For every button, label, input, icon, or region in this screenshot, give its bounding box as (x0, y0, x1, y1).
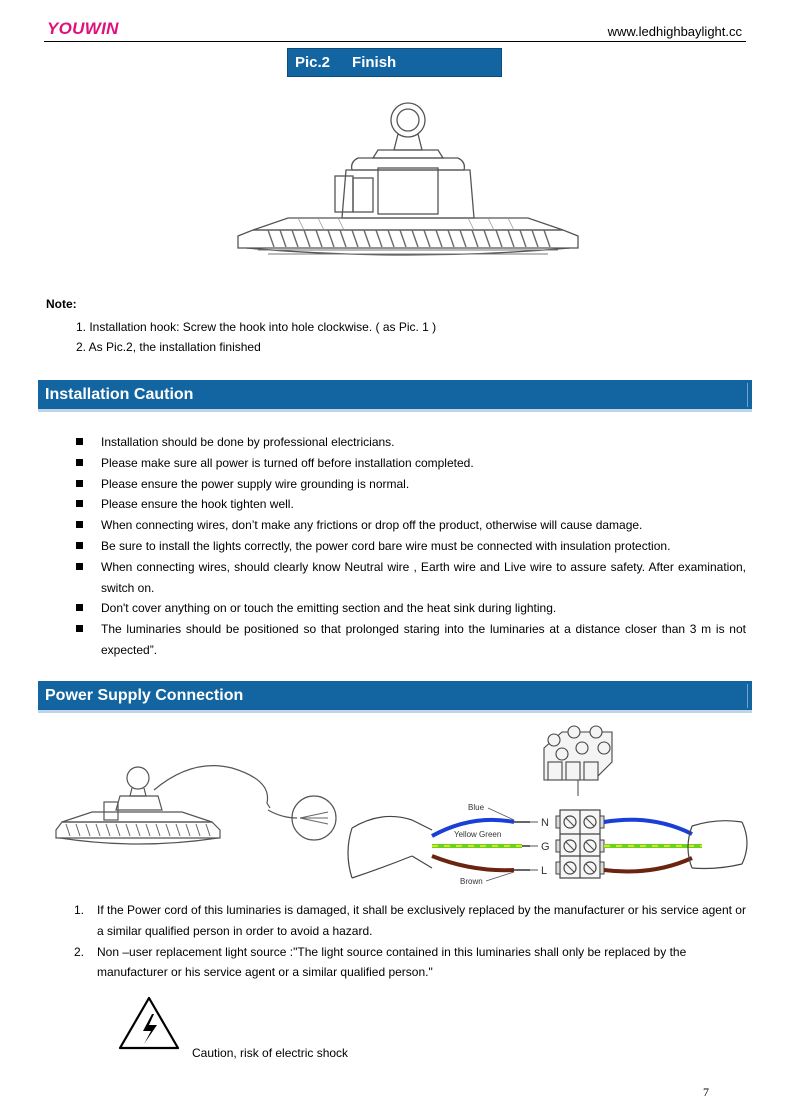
brand-logo-text: YOUWIN (47, 19, 119, 38)
electric-shock-warning-icon (106, 992, 192, 1056)
wire-label-blue: Blue (468, 803, 485, 812)
note-label: Note: (46, 297, 77, 311)
terminal-label-g: G (541, 841, 550, 853)
caution-item: Be sure to install the lights correctly, the power cord bare wire must be connected with insulation protection. (74, 536, 746, 557)
bullet-square-icon (76, 542, 83, 549)
pic-title-bar (287, 48, 502, 77)
wire-label-brown: Brown (460, 877, 483, 886)
website-url: www.ledhighbaylight.cc (607, 24, 742, 39)
page-number: 7 (703, 1085, 709, 1099)
installation-caution-list (74, 432, 746, 661)
caution-item: When connecting wires, don’t make any frictions or drop off the product, otherwise will cause damage. (74, 515, 746, 536)
bullet-square-icon (76, 500, 83, 507)
header-divider (44, 41, 746, 42)
bullet-square-icon (76, 604, 83, 611)
power-supply-connection-heading: Power Supply Connection (38, 681, 752, 713)
installation-caution-heading: Installation Caution (38, 380, 752, 412)
caution-item: Installation should be done by professional electricians. (74, 432, 746, 453)
note-line-2: 2. As Pic.2, the installation finished (76, 340, 261, 354)
caution-item: Please ensure the power supply wire grounding is normal. (74, 474, 746, 495)
power-wiring-diagram (52, 718, 752, 896)
note-line-1: 1. Installation hook: Screw the hook into hole clockwise. ( as Pic. 1 ) (76, 320, 437, 334)
power-note-1: 1. If the Power cord of this luminaries is damaged, it shall be exclusively replaced by the manufacturer or his service agent or a similar qualified person in order to avoid a hazard. (74, 903, 746, 938)
pic-label: Finish (352, 54, 397, 71)
caution-item: The luminaries should be positioned so that prolonged staring into the luminaries at a distance closer than 3 m is not expected”. (74, 619, 746, 661)
bullet-square-icon (76, 480, 83, 487)
power-note-2: 2. Non –user replacement light source :"The light source contained in this luminaries shall only be replaced by the manufacturer or his service agent or a similar qualified person." (74, 944, 687, 980)
caution-item: When connecting wires, should clearly know Neutral wire , Earth wire and Live wire to assure safety. After examination, switch on. (74, 557, 746, 599)
power-supply-notes (74, 900, 746, 983)
caution-item: Please make sure all power is turned off before installation completed. (74, 453, 746, 474)
wire-label-yellow-green: Yellow Green (454, 830, 502, 839)
terminal-label-l: L (541, 865, 548, 877)
bullet-square-icon (76, 438, 83, 445)
caution-item: Don't cover anything on or touch the emitting section and the heat sink during lighting. (74, 598, 746, 619)
bullet-square-icon (76, 563, 83, 570)
bullet-square-icon (76, 521, 83, 528)
high-bay-fixture-illustration (228, 90, 583, 280)
caution-item: Please ensure the hook tighten well. (74, 494, 746, 515)
pic-number: Pic.2 (295, 54, 331, 71)
bullet-square-icon (76, 625, 83, 632)
bullet-square-icon (76, 459, 83, 466)
terminal-label-n: N (541, 817, 549, 829)
caution-caption: Caution, risk of electric shock (192, 1046, 349, 1060)
